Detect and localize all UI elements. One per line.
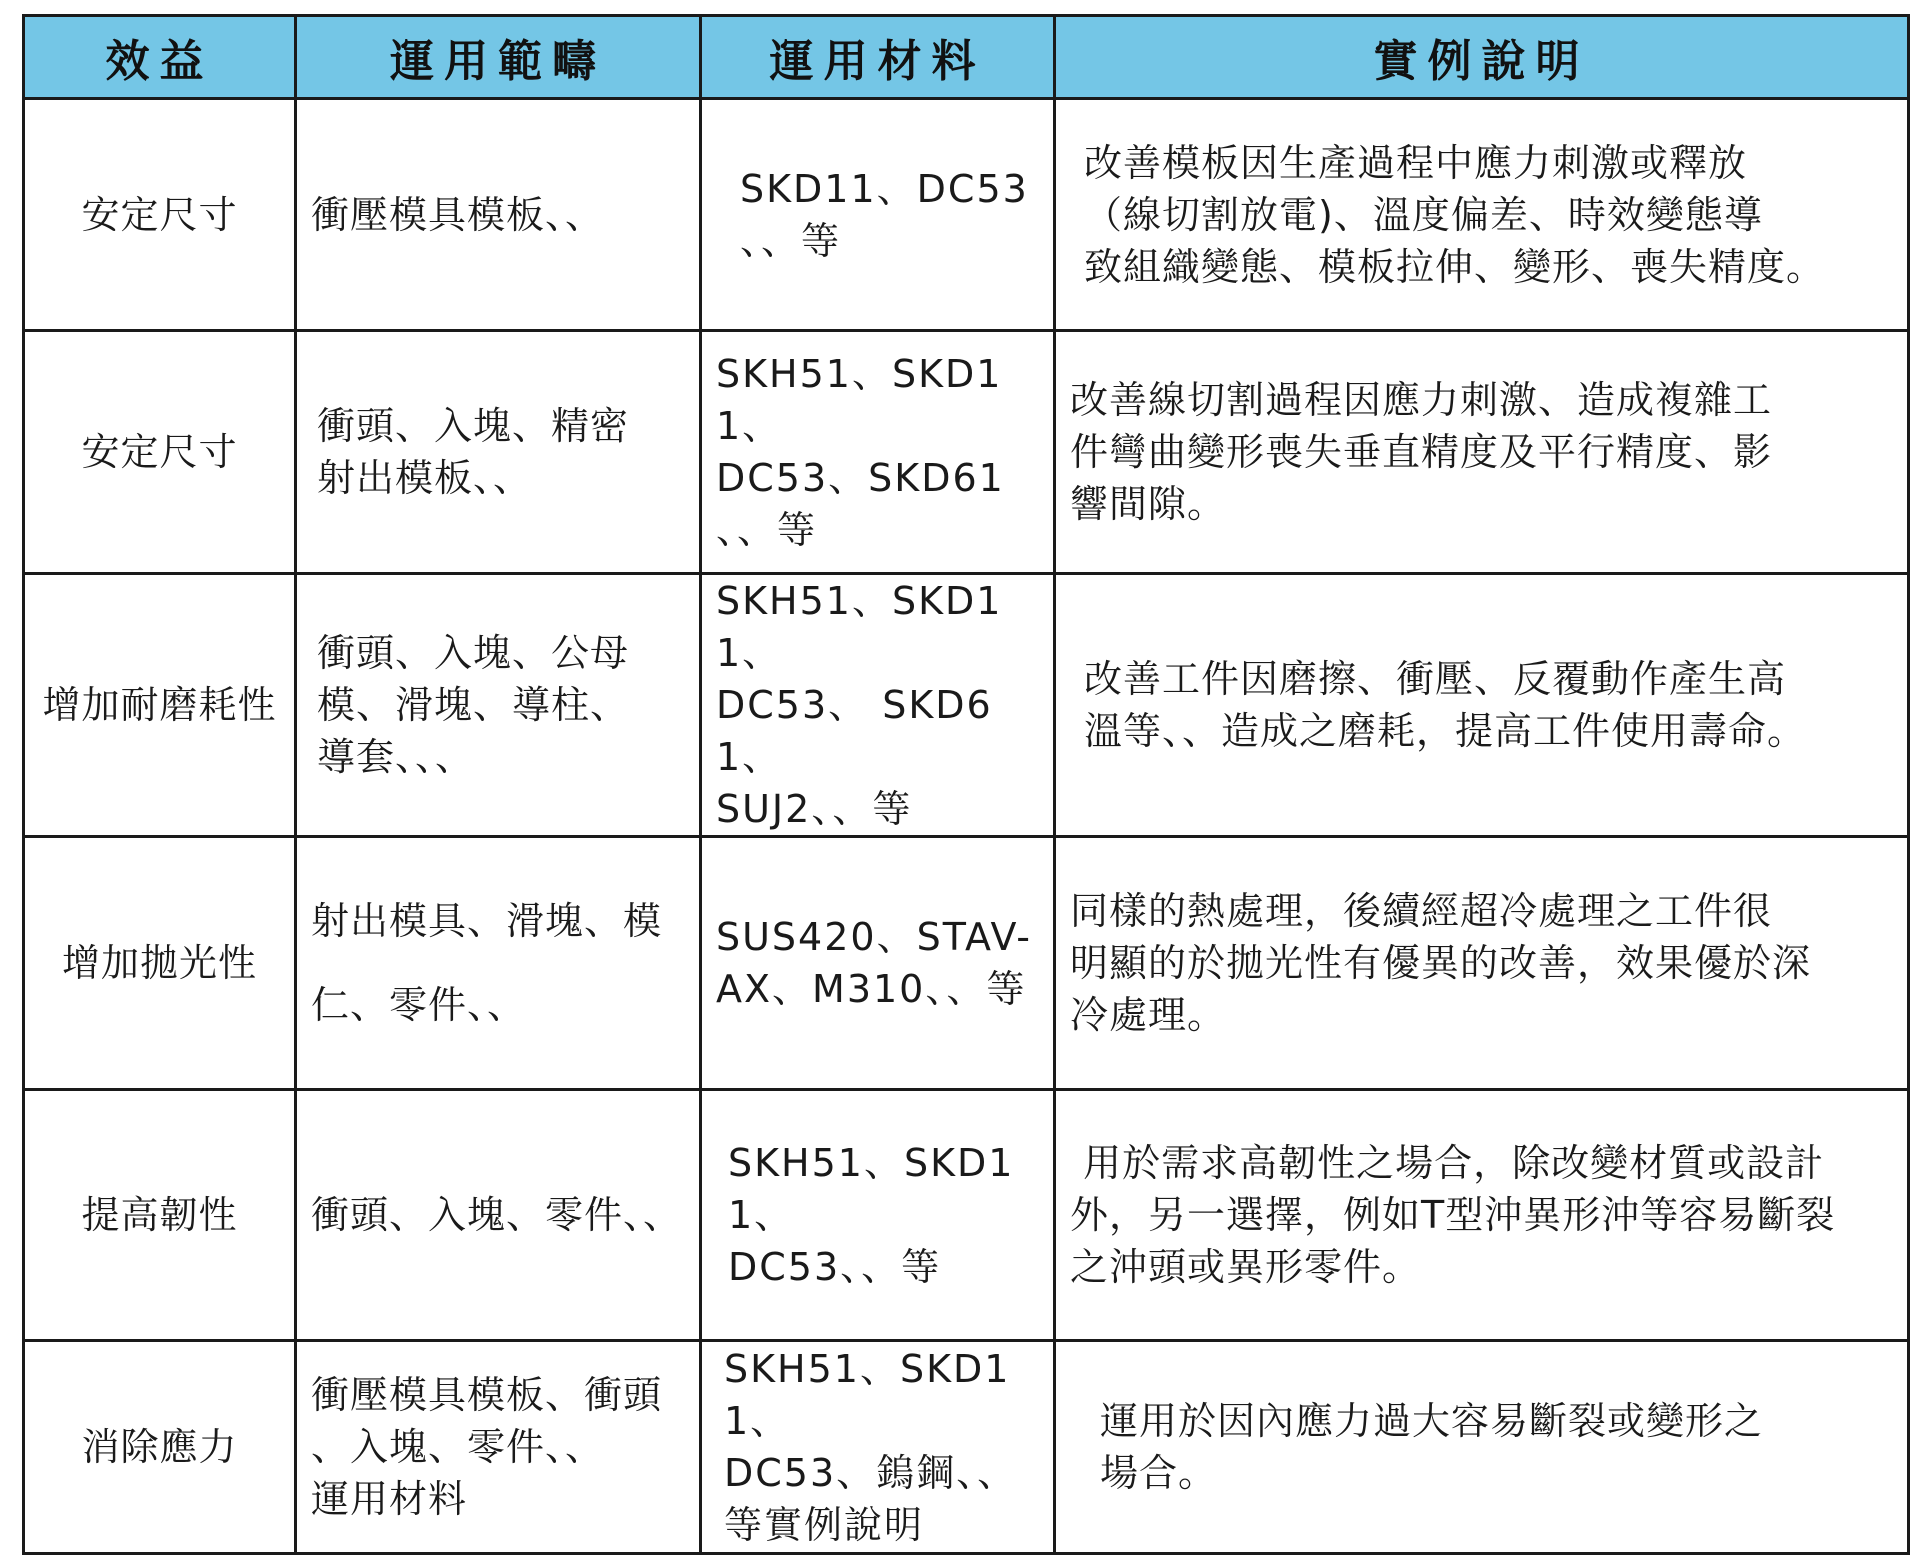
materials-text: SKH51、SKD11、 DC53、 SKD61、 SUJ2、、等	[716, 579, 1003, 831]
example-text: 改善模板因生產過程中應力刺激或釋放 （線切割放電)、溫度偏差、時效變態導 致組織變態、模板拉伸、變形、喪失精度。	[1084, 140, 1826, 289]
materials-text: SUS420、STAV- AX、M310、、等	[716, 915, 1033, 1011]
table-row	[24, 1090, 1909, 1341]
benefit-cell: 提高韌性	[24, 1090, 296, 1341]
materials-text: SKH51、SKD11、 DC53、、等	[728, 1141, 1015, 1289]
treatment-benefits-table-container	[22, 14, 1907, 1555]
materials-cell	[701, 837, 1055, 1090]
materials-text: SKD11、DC53 、、等	[740, 166, 1029, 263]
benefit-cell: 安定尺寸	[24, 99, 296, 331]
benefit-cell: 消除應力	[24, 1341, 296, 1554]
materials-text: SKH51、SKD11、 DC53、SKD61 、、等	[716, 352, 1005, 552]
example-cell	[1055, 837, 1909, 1090]
benefit-cell: 增加耐磨耗性	[24, 574, 296, 837]
materials-cell	[701, 331, 1055, 574]
scope-text: 衝頭、入塊、公母 模、滑塊、導柱、 導套、、、	[317, 631, 630, 779]
table-row	[24, 574, 1909, 837]
header-row	[24, 16, 1909, 99]
scope-text: 衝頭、入塊、精密 射出模板、、	[317, 404, 630, 500]
example-cell	[1055, 1090, 1909, 1341]
scope-cell	[296, 837, 701, 1090]
header-example: 實例說明	[1055, 16, 1909, 99]
benefit-cell: 安定尺寸	[24, 331, 296, 574]
table-row	[24, 1341, 1909, 1554]
materials-text: SKH51、SKD11、 DC53、鎢鋼、、 等實例說明	[724, 1347, 1018, 1547]
scope-text: 射出模具、滑塊、模 仁、零件、、	[311, 899, 663, 1027]
example-text: 運用於因內應力過大容易斷裂或變形之 場合。	[1100, 1399, 1764, 1495]
table-row	[24, 99, 1909, 331]
header-scope: 運用範疇	[296, 16, 701, 99]
example-cell	[1055, 331, 1909, 574]
scope-text: 衝壓模具模板、衝頭 、入塊、零件、、 運用材料	[311, 1373, 663, 1521]
example-cell	[1055, 1341, 1909, 1554]
materials-cell	[701, 1341, 1055, 1554]
table-row	[24, 837, 1909, 1090]
materials-cell	[701, 1090, 1055, 1341]
header-materials: 運用材料	[701, 16, 1055, 99]
scope-text: 衝壓模具模板、、	[311, 192, 605, 237]
treatment-benefits-table	[22, 14, 1910, 1555]
benefit-cell: 增加拋光性	[24, 837, 296, 1090]
example-text: 用於需求高韌性之場合，除改變材質或設計 外，另一選擇，例如T型沖異形沖等容易斷裂 之沖頭或異形零件。	[1070, 1141, 1836, 1289]
scope-cell	[296, 574, 701, 837]
materials-cell	[701, 99, 1055, 331]
header-benefit: 效益	[24, 16, 296, 99]
example-text: 改善線切割過程因應力刺激、造成複雜工 件彎曲變形喪失垂直精度及平行精度、影 響間隙。	[1070, 378, 1773, 526]
materials-cell	[701, 574, 1055, 837]
table-row	[24, 331, 1909, 574]
example-cell	[1055, 574, 1909, 837]
scope-text: 衝頭、入塊、零件、、	[311, 1193, 683, 1237]
scope-cell	[296, 1090, 701, 1341]
scope-cell	[296, 99, 701, 331]
example-cell	[1055, 99, 1909, 331]
scope-cell	[296, 331, 701, 574]
example-text: 改善工件因磨擦、衝壓、反覆動作產生高 溫等、、造成之磨耗，提高工件使用壽命。	[1084, 657, 1807, 753]
scope-cell	[296, 1341, 701, 1554]
example-text: 同樣的熱處理，後續經超冷處理之工件很 明顯的於拋光性有優異的改善，效果優於深 冷處理。	[1070, 889, 1812, 1037]
